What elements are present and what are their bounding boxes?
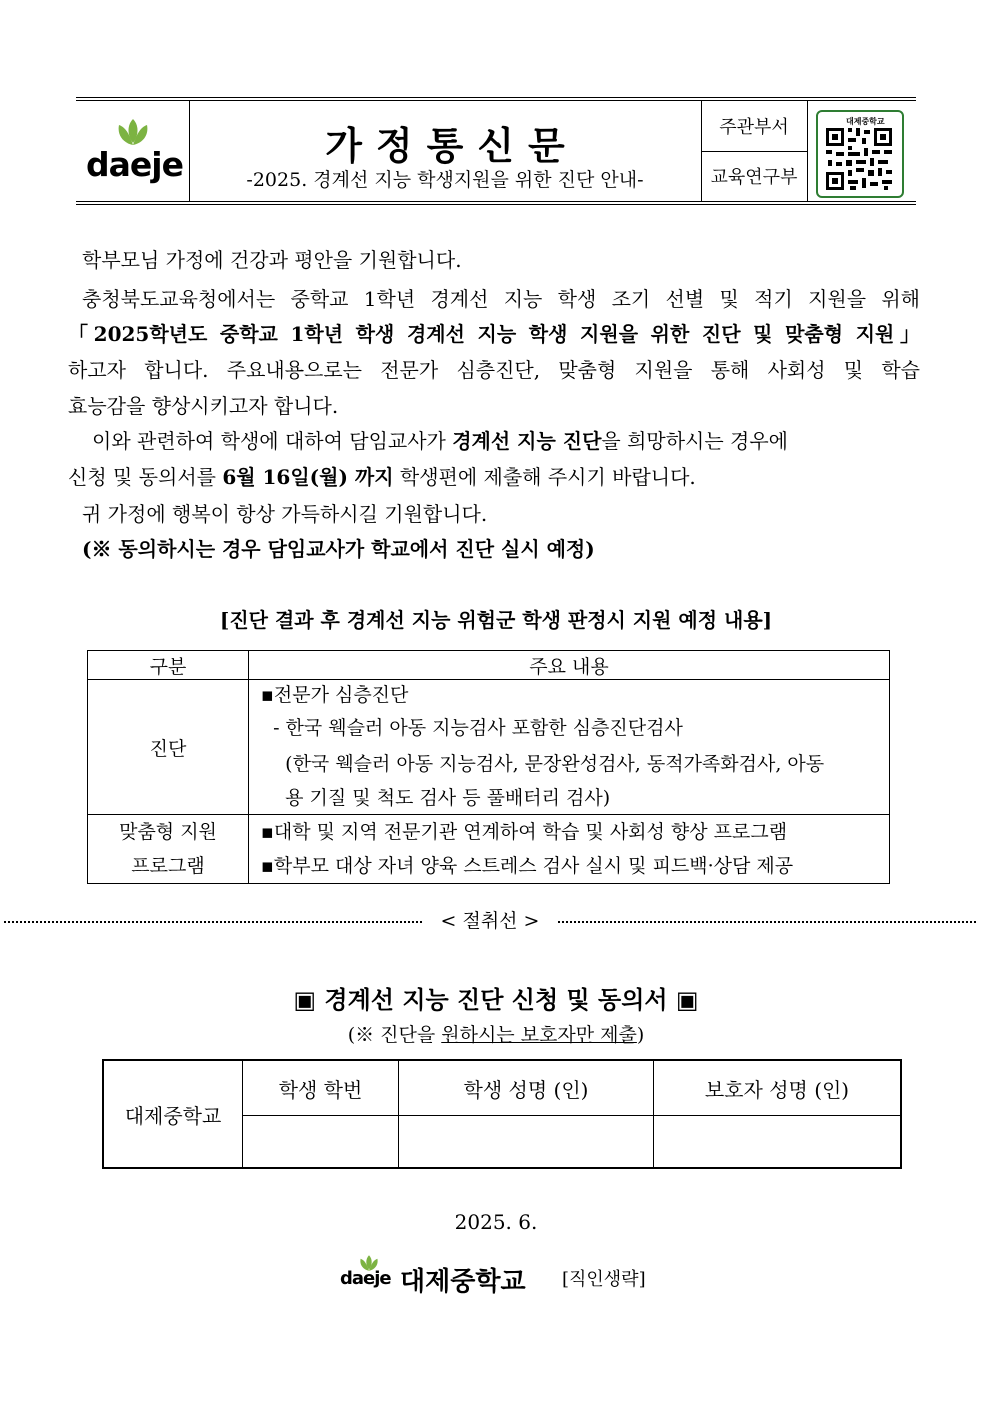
school-logo (76, 101, 190, 201)
school-name-cell: 대제중학교 (103, 1060, 243, 1168)
intro-line-4: 효능감을 향상시키고자 합니다. (68, 394, 339, 418)
department-label: 주관부서 (701, 101, 807, 152)
consent-form-table (102, 1059, 902, 1169)
ginkgo-leaf-icon (113, 117, 153, 147)
cut-line-label: < 절취선 > (440, 910, 540, 932)
support-heading: [진단 결과 후 경계선 지능 위험군 학생 판정시 지원 예정 내용] (219, 608, 773, 632)
seal-omitted-note: [직인생략] (562, 1269, 646, 1290)
row-program-content (249, 815, 890, 884)
footer-logo-wordmark: daeje (340, 1268, 391, 1289)
qr-code[interactable] (816, 110, 904, 198)
program-name-line: 「2025학년도 중학교 1학년 학생 경계선 지능 학생 지원을 위한 진단 및 맞춤형 지원」 (68, 322, 920, 346)
intro-line-1: 충청북도교육청에서는 중학교 1학년 경계선 지능 학생 조기 선별 및 적기 지원을 위해 (82, 287, 920, 311)
closing-paragraph: 귀 가정에 행복이 항상 가득하시길 기원합니다. (82, 502, 488, 526)
footer-school-name: 대제중학교 (400, 1267, 526, 1297)
cut-line-right (558, 921, 976, 923)
guardian-name-header: 보호자 성명 (인) (654, 1060, 902, 1116)
row-diagnosis-label: 진단 (88, 680, 249, 815)
program-line: ▪대학 및 지역 전문기관 연계하여 학습 및 사회성 향상 프로그램 (261, 821, 788, 843)
qr-code-icon (824, 126, 894, 192)
diagnosis-line: (한국 웩슬러 아동 지능검사, 문장완성검사, 동적가족화검사, 아동 (261, 753, 825, 775)
table-header-row (88, 651, 890, 680)
department-cell (701, 101, 808, 201)
greeting-paragraph: 학부모님 가정에 건강과 평안을 기원합니다. (82, 248, 462, 272)
qr-cell (807, 101, 916, 201)
row-diagnosis-content (249, 680, 890, 815)
qr-label: 대제중학교 (846, 117, 885, 126)
col-content-header: 주요 내용 (249, 651, 890, 680)
student-id-header: 학생 학번 (243, 1060, 399, 1116)
request-text-a: 이와 관련하여 학생에 대하여 담임교사가 (92, 429, 453, 453)
program-label-line-2: 프로그램 (131, 855, 205, 877)
page-subtitle: -2025. 경계선 지능 학생지원을 위한 진단 안내- (246, 169, 644, 191)
guardian-name-field[interactable] (654, 1116, 902, 1169)
request-line-1 (92, 426, 788, 456)
notice-paragraph: (※ 동의하시는 경우 담임교사가 학교에서 진단 실시 예정) (82, 537, 595, 561)
issue-date: 2025. 6. (454, 1210, 538, 1234)
request-text-b: 경계선 지능 진단 (452, 429, 602, 453)
student-name-field[interactable] (399, 1116, 654, 1169)
program-label-line-1: 맞춤형 지원 (119, 821, 217, 843)
col-category-header: 구분 (88, 651, 249, 680)
deadline-date: 6월 16일(월) 까지 (222, 465, 394, 489)
form-note-prefix: (※ 진단을 (347, 1024, 442, 1046)
form-note-underlined: 원하시는 보호자만 제출 (441, 1024, 637, 1046)
form-title: ▣ 경계선 지능 진단 신청 및 동의서 ▣ (293, 985, 699, 1014)
form-note-suffix: ) (636, 1024, 645, 1046)
diagnosis-line: ▪전문가 심층진단 (261, 684, 409, 706)
table-row (88, 680, 890, 815)
request-text-c: 을 희망하시는 경우에 (601, 429, 789, 453)
title-cell (189, 101, 702, 201)
program-line: ▪학부모 대상 자녀 양육 스트레스 검사 실시 및 피드백·상담 제공 (261, 855, 794, 877)
form-header-row (103, 1060, 901, 1116)
cut-line-left (4, 921, 422, 923)
logo-wordmark: daeje (86, 145, 183, 184)
department-value: 교육연구부 (710, 167, 798, 188)
header-box (76, 97, 916, 205)
table-row (88, 815, 890, 884)
deadline-text-c: 학생편에 제출해 주시기 바랍니다. (393, 465, 696, 489)
diagnosis-line: - 한국 웩슬러 아동 지능검사 포함한 심층진단검사 (261, 717, 683, 739)
page-title: 가정통신문 (325, 123, 579, 168)
student-name-header: 학생 성명 (인) (399, 1060, 654, 1116)
student-id-field[interactable] (243, 1116, 399, 1169)
support-table (87, 650, 890, 884)
diagnosis-line: 용 기질 및 척도 검사 등 풀배터리 검사) (261, 787, 611, 809)
intro-line-3: 하고자 합니다. 주요내용으로는 전문가 심층진단, 맞춤형 지원을 통해 사회성 및 학습 (68, 358, 920, 382)
form-note (0, 1020, 992, 1047)
deadline-text-a: 신청 및 동의서를 (68, 465, 223, 489)
row-program-label (88, 815, 249, 884)
request-line-2 (68, 462, 696, 492)
